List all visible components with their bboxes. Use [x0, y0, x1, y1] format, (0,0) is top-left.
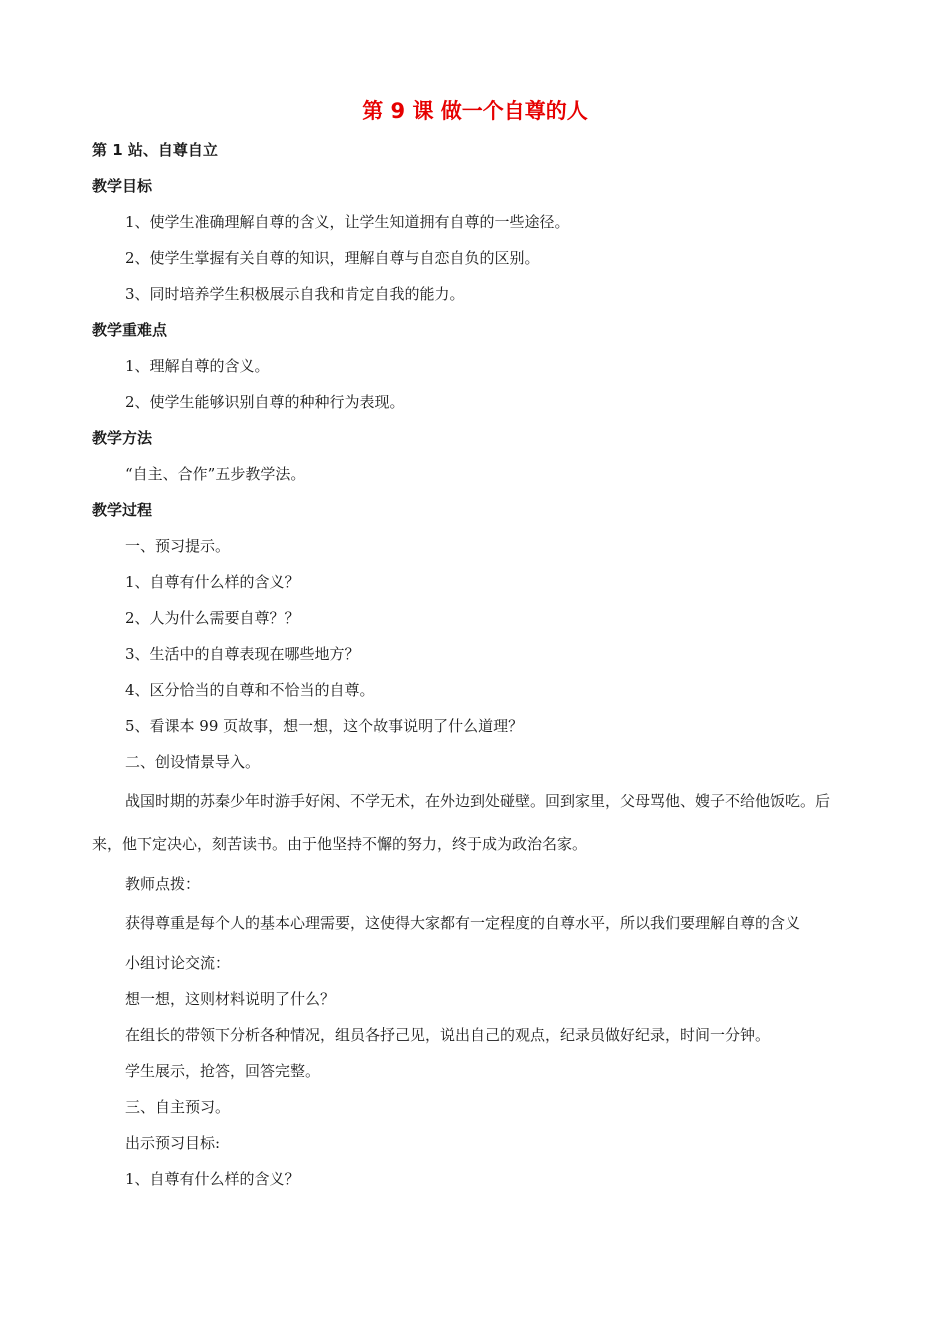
key-point-item: 2、使学生能够识别自尊的种种行为表现。	[125, 393, 405, 411]
story-paragraph: 战国时期的苏秦少年时游手好闲、不学无术，在外边到处碰壁。回到家里，父母骂他、嫂子不给他饭吃。后来，他下定决心，刻苦读书。由于他坚持不懈的努力，终于成为政治名家。	[92, 792, 831, 853]
station-heading: 第 1 站、自尊自立	[92, 141, 218, 159]
key-point-item: 1、理解自尊的含义。	[125, 357, 270, 375]
process-line: 在组长的带领下分析各种情况，组员各抒己见，说出自己的观点，纪录员做好纪录，时间一分钟。	[125, 1026, 771, 1044]
teacher-hint: 教师点拨：	[125, 875, 201, 893]
method-text: “自主、合作”五步教学法。	[125, 465, 306, 483]
process-line: 4、区分恰当的自尊和不恰当的自尊。	[125, 681, 375, 699]
process-line: 1、自尊有什么样的含义？	[125, 1170, 300, 1188]
method-heading: 教学方法	[92, 429, 153, 447]
objective-item: 1、使学生准确理解自尊的含义，让学生知道拥有自尊的一些途径。	[125, 213, 570, 231]
objectives-heading: 教学目标	[92, 177, 153, 195]
process-line: 2、人为什么需要自尊？？	[125, 609, 300, 627]
process-line: 1、自尊有什么样的含义？	[125, 573, 300, 591]
objective-item: 3、同时培养学生积极展示自我和肯定自我的能力。	[125, 285, 465, 303]
process-line: 想一想，这则材料说明了什么？	[125, 990, 336, 1008]
process-line: 3、生活中的自尊表现在哪些地方？	[125, 645, 360, 663]
lesson-title: 第 9 课 做一个自尊的人	[362, 99, 588, 123]
process-line: 小组讨论交流：	[125, 954, 231, 972]
process-line: 三、自主预习。	[125, 1098, 231, 1116]
key-points-heading: 教学重难点	[92, 321, 168, 339]
process-line: 出示预习目标:	[125, 1134, 221, 1152]
process-line: 二、创设情景导入。	[125, 753, 261, 771]
process-line: 一、预习提示。	[125, 537, 231, 555]
process-line: 5、看课本 99 页故事，想一想，这个故事说明了什么道理？	[125, 717, 524, 735]
process-heading: 教学过程	[92, 501, 153, 519]
objective-item: 2、使学生掌握有关自尊的知识，理解自尊与自恋自负的区别。	[125, 249, 540, 267]
process-line: 学生展示，抢答，回答完整。	[125, 1062, 321, 1080]
respect-paragraph: 获得尊重是每个人的基本心理需要，这使得大家都有一定程度的自尊水平，所以我们要理解自尊的含义	[125, 914, 801, 932]
